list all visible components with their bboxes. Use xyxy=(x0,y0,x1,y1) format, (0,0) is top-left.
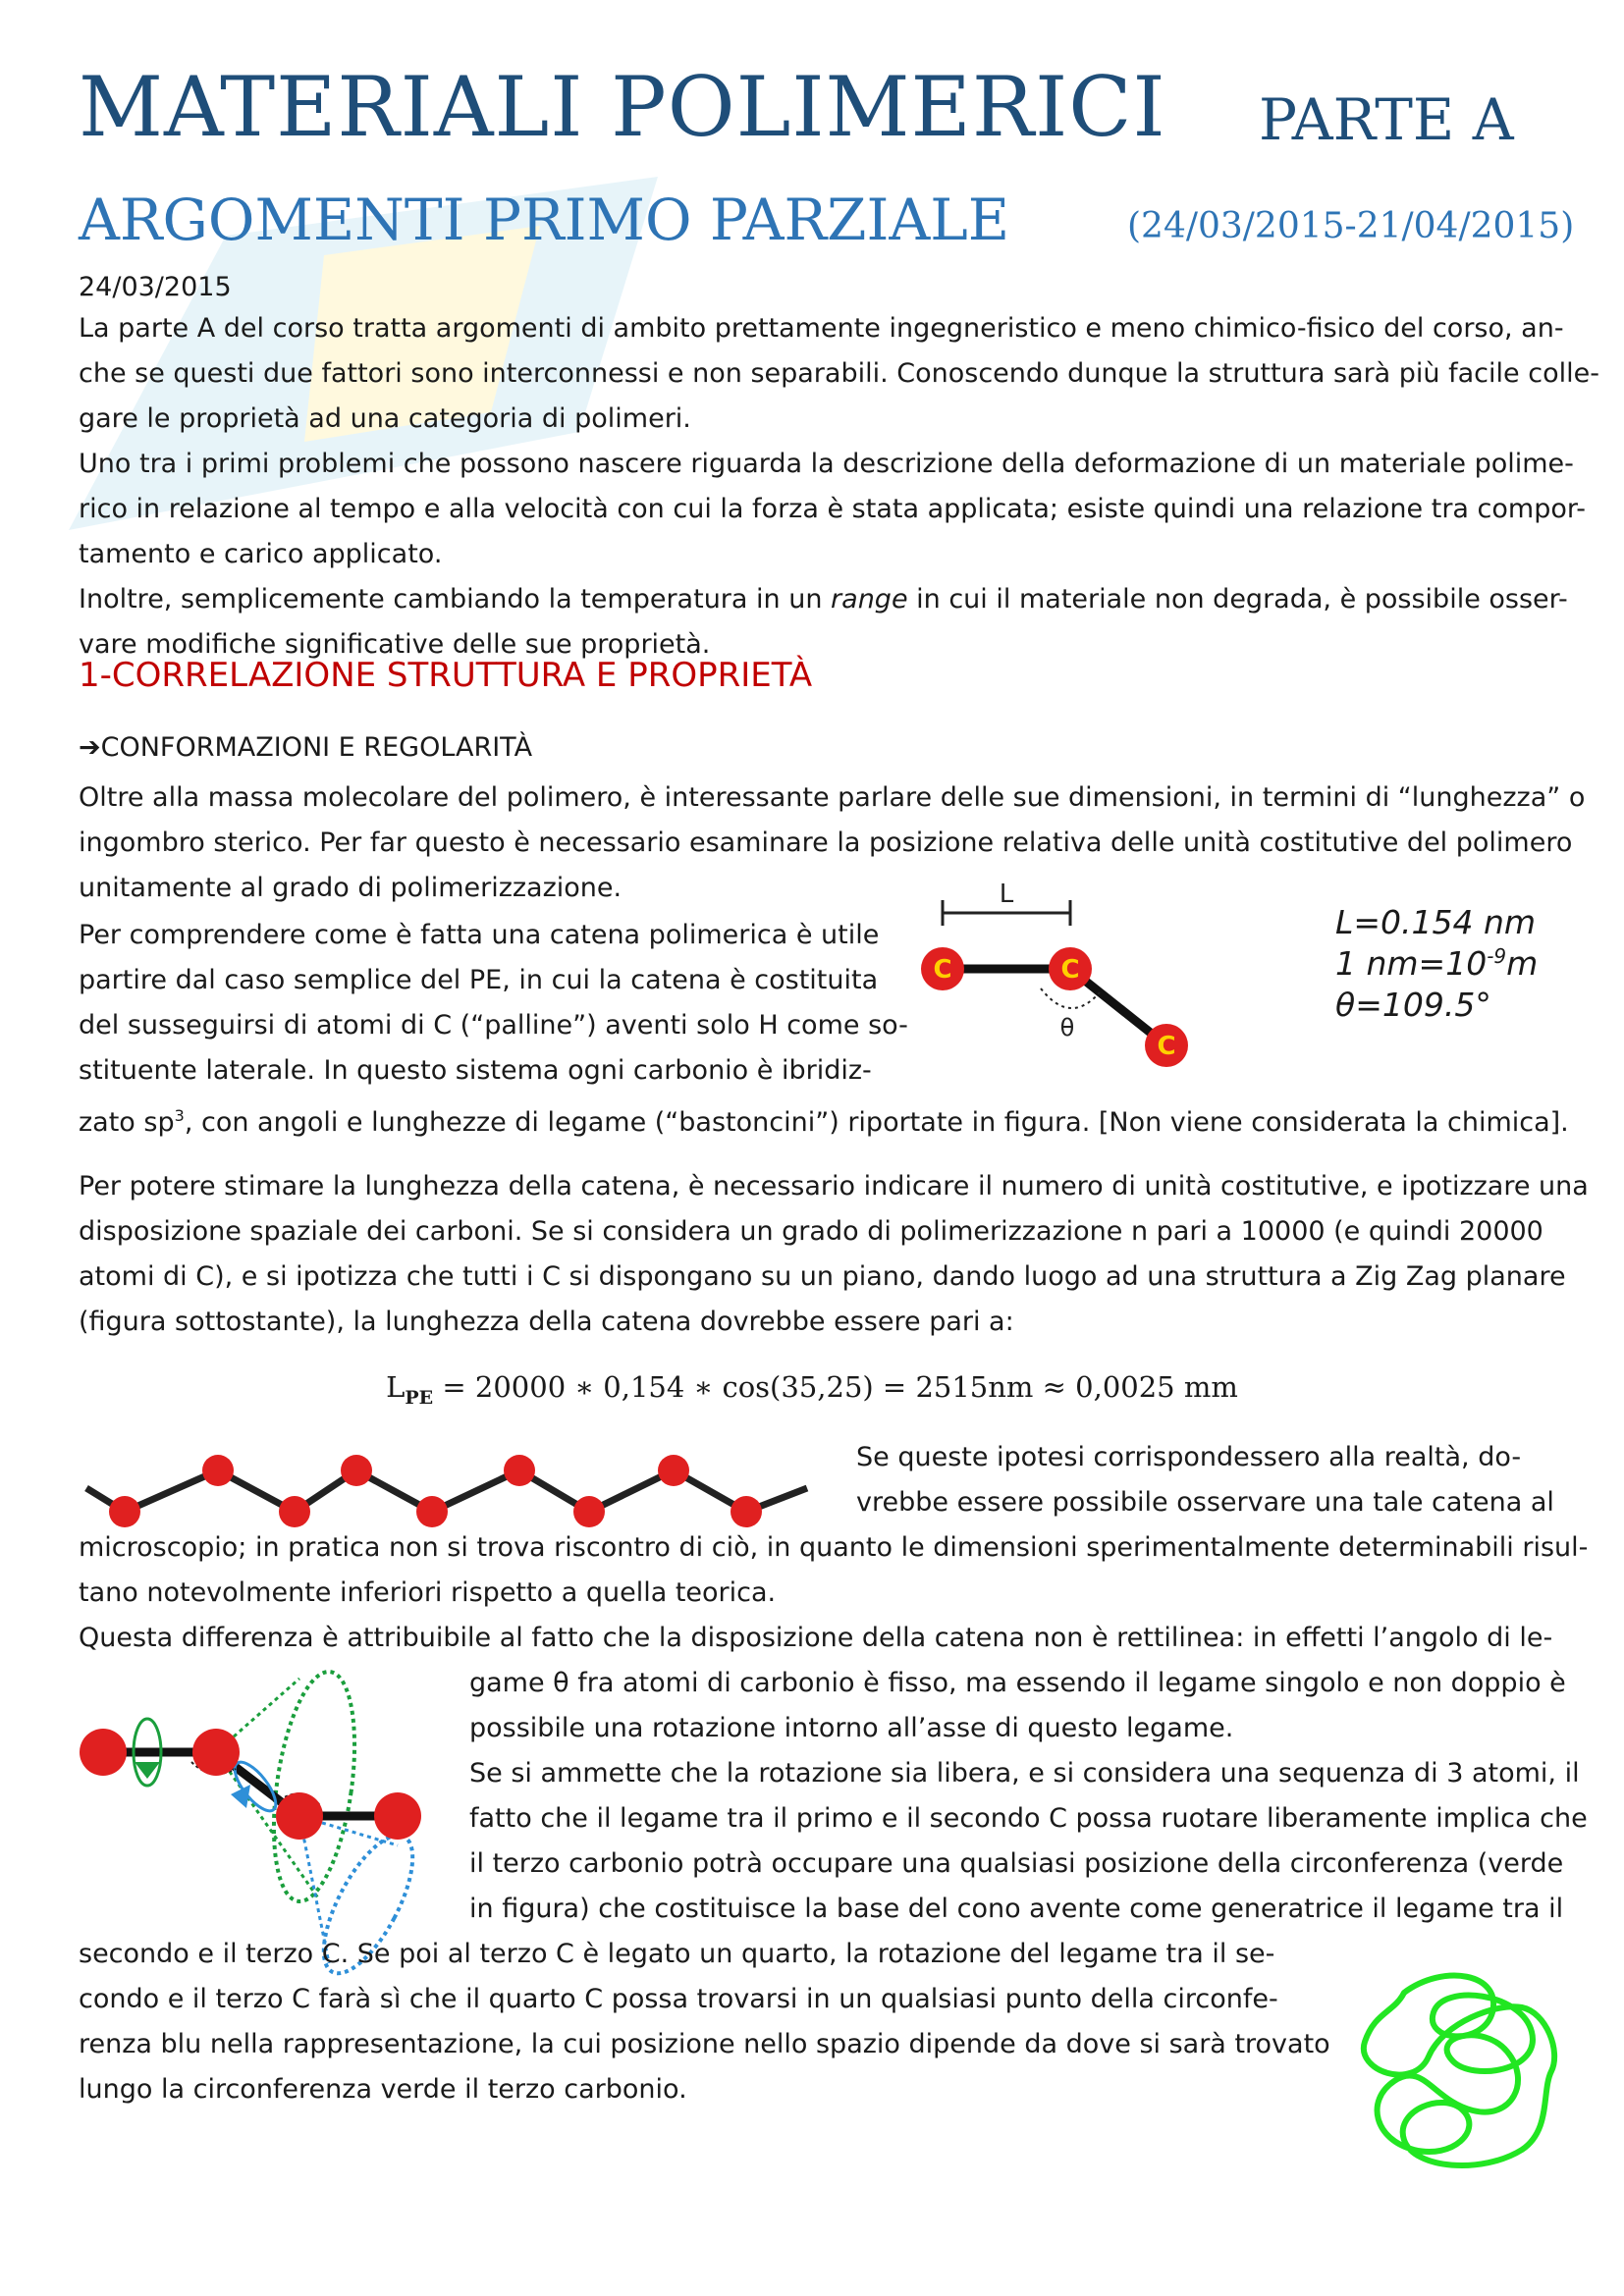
coil-path xyxy=(1364,1976,1554,2165)
angle-arc xyxy=(1041,988,1100,1008)
text-line: vrebbe essere possibile osservare una tale catena al xyxy=(856,1487,1554,1518)
text-line: Oltre alla massa molecolare del polimero, è interessante parlare delle sue dimensioni, in termini di “lunghezza” o xyxy=(79,782,1586,813)
text-line: condo e il terzo C farà sì che il quarto C possa trovarsi in un qualsiasi punto della circonfe- xyxy=(79,1984,1278,2014)
chain-atom xyxy=(341,1455,372,1486)
paragraph-microscope-short xyxy=(856,1435,1554,1525)
subsection-heading: ➔CONFORMAZIONI E REGOLARITÀ xyxy=(79,732,533,763)
text-line: lungo la circonferenza verde il terzo carbonio. xyxy=(79,2074,687,2105)
chain-atom xyxy=(731,1496,762,1527)
text-fragment: m xyxy=(1506,944,1539,983)
text-line: game θ fra atomi di carbonio è fisso, ma essendo il legame singolo e non doppio è xyxy=(469,1668,1566,1698)
text-line xyxy=(79,577,1568,622)
bond-angle-value: θ=109.5° xyxy=(1335,986,1491,1024)
text-line: microscopio; in pratica non si trova riscontro di ciò, in quanto le dimensioni sperimentalmente determinabili risul- xyxy=(79,1532,1589,1563)
random-coil-diagram xyxy=(1335,1953,1571,2189)
chain-length-formula xyxy=(0,1370,1624,1409)
chain-atom xyxy=(279,1496,310,1527)
text-line: Se queste ipotesi corrispondessero alla realtà, do- xyxy=(856,1442,1522,1472)
text-fragment: , con angoli e lunghezze di legame (“bastoncini”) riportate in figura. [Non viene considerata la chimica]. xyxy=(184,1107,1569,1138)
text-line: La parte A del corso tratta argomenti di ambito prettamente ingegneristico e meno chimico-fisico del corso, an- xyxy=(79,313,1564,344)
text-line: disposizione spaziale dei carboni. Se si considera un grado di polimerizzazione n pari a 10000 (e quindi 20000 xyxy=(79,1216,1543,1247)
chain-atom xyxy=(202,1455,234,1486)
section-heading: 1-CORRELAZIONE STRUTTURA E PROPRIETÀ xyxy=(79,656,813,695)
text-line: tamento e carico applicato. xyxy=(79,539,443,569)
rotation-atom-2 xyxy=(192,1729,240,1776)
formula-expression: = 20000 ∗ 0,154 ∗ cos(35,25) = 2515nm ≈ 0,0025 mm xyxy=(433,1370,1238,1404)
intro-paragraph xyxy=(79,306,1599,667)
superscript: -9 xyxy=(1487,944,1507,968)
chain-atom xyxy=(109,1496,140,1527)
chain-atom xyxy=(416,1496,448,1527)
carbon-atom-2 xyxy=(1049,947,1092,990)
document-dates: (24/03/2015-21/04/2015) xyxy=(1127,206,1575,246)
text-line: fatto che il legame tra il primo e il secondo C possa ruotare liberamente implica che xyxy=(469,1803,1588,1834)
text-line: del susseguirsi di atomi di C (“palline”) aventi solo H come so- xyxy=(79,1010,908,1041)
text-fragment: zato sp xyxy=(79,1107,175,1138)
text-line: Per comprendere come è fatta una catena polimerica è utile xyxy=(79,920,880,950)
text-line: partire dal caso semplice del PE, in cui la catena è costituita xyxy=(79,965,879,995)
text-line: Uno tra i primi problemi che possono nascere riguarda la descrizione della deformazione di un materiale polime- xyxy=(79,449,1574,479)
chain-atom xyxy=(504,1455,535,1486)
chain-atom xyxy=(658,1455,689,1486)
atom-label: C xyxy=(1060,955,1080,985)
nm-conversion xyxy=(1335,944,1538,983)
lecture-date: 24/03/2015 xyxy=(79,272,232,302)
rotation-atom-4 xyxy=(374,1792,421,1840)
carbon-atom-3 xyxy=(1145,1024,1188,1067)
text-line: Per potere stimare la lunghezza della catena, è necessario indicare il numero di unità costitutive, e ipotizzare una xyxy=(79,1171,1589,1201)
text-line: vare modifiche significative delle sue proprietà. xyxy=(79,629,711,660)
paragraph-microscope xyxy=(79,1525,1588,1661)
range-term: range xyxy=(831,584,908,614)
text-line xyxy=(79,1094,1569,1146)
superscript: 3 xyxy=(174,1106,185,1125)
paragraph-dimensions xyxy=(79,775,1585,911)
chain-atom xyxy=(573,1496,605,1527)
text-line: gare le proprietà ad una categoria di polimeri. xyxy=(79,403,691,434)
chain-backbone xyxy=(86,1470,807,1512)
length-label: L xyxy=(999,880,1014,909)
text-line: Questa differenza è attribuibile al fatto che la disposizione della catena non è rettilinea: in effetti l’angolo di le- xyxy=(79,1623,1553,1653)
text-line: Se si ammette che la rotazione sia libera, e si considera una sequenza di 3 atomi, il xyxy=(469,1758,1580,1789)
atom-label: C xyxy=(1157,1032,1176,1061)
text-line: il terzo carbonio potrà occupare una qualsiasi posizione della circonferenza (verde xyxy=(469,1848,1564,1879)
document-part: PARTE A xyxy=(1259,86,1514,153)
paragraph-chain-length xyxy=(79,1164,1589,1345)
text-line: atomi di C), e si ipotizza che tutti i C si dispongano su un piano, dando luogo ad una struttura a Zig Zag planare xyxy=(79,1261,1566,1292)
text-fragment: in cui il materiale non degrada, è possibile osser- xyxy=(907,584,1568,614)
text-line: possibile una rotazione intorno all’asse di questo legame. xyxy=(469,1713,1234,1743)
document-title: MATERIALI POLIMERICI xyxy=(79,59,1166,155)
text-line: secondo e il terzo C. Se poi al terzo C è legato un quarto, la rotazione del legame tra il se- xyxy=(79,1939,1275,1969)
formula-subscript: PE xyxy=(405,1386,434,1409)
text-line: in figura) che costituisce la base del cono avente come generatrice il legame tra il xyxy=(469,1894,1564,1924)
rotation-atom-3 xyxy=(276,1792,323,1840)
document-subtitle: ARGOMENTI PRIMO PARZIALE xyxy=(79,187,1010,253)
paragraph-rotation xyxy=(469,1661,1588,1932)
bond-diagram xyxy=(893,879,1227,1075)
atom-label: C xyxy=(933,955,952,985)
green-rotation-circle xyxy=(261,1669,367,1906)
text-fragment: Inoltre, semplicemente cambiando la temperatura in un xyxy=(79,584,832,614)
text-line: renza blu nella rappresentazione, la cui posizione nello spazio dipende da dove si sarà trovato xyxy=(79,2029,1330,2059)
bond-length-value: L=0.154 nm xyxy=(1335,903,1537,941)
text-line: stituente laterale. In questo sistema ogni carbonio è ibridiz- xyxy=(79,1055,872,1086)
text-line: che se questi due fattori sono interconnessi e non separabili. Conoscendo dunque la struttura sarà più facile colle- xyxy=(79,358,1599,389)
text-fragment: 1 nm=10 xyxy=(1335,944,1488,983)
text-line: (figura sottostante), la lunghezza della catena dovrebbe essere pari a: xyxy=(79,1307,1014,1337)
text-line: rico in relazione al tempo e alla velocità con cui la forza è stata applicata; esiste quindi una relazione tra compor- xyxy=(79,494,1586,524)
text-line: unitamente al grado di polimerizzazione. xyxy=(79,873,623,903)
text-line: ingombro sterico. Per far questo è necessario esaminare la posizione relativa delle unità costitutive del polimero xyxy=(79,828,1573,858)
carbon-atom-1 xyxy=(921,947,964,990)
paragraph-fourth-carbon xyxy=(79,1932,1330,2112)
rotation-atom-1 xyxy=(80,1729,127,1776)
text-line: tano notevolmente inferiori rispetto a quella teorica. xyxy=(79,1577,777,1608)
formula-symbol: L xyxy=(386,1370,406,1404)
angle-label: θ xyxy=(1059,1014,1075,1041)
